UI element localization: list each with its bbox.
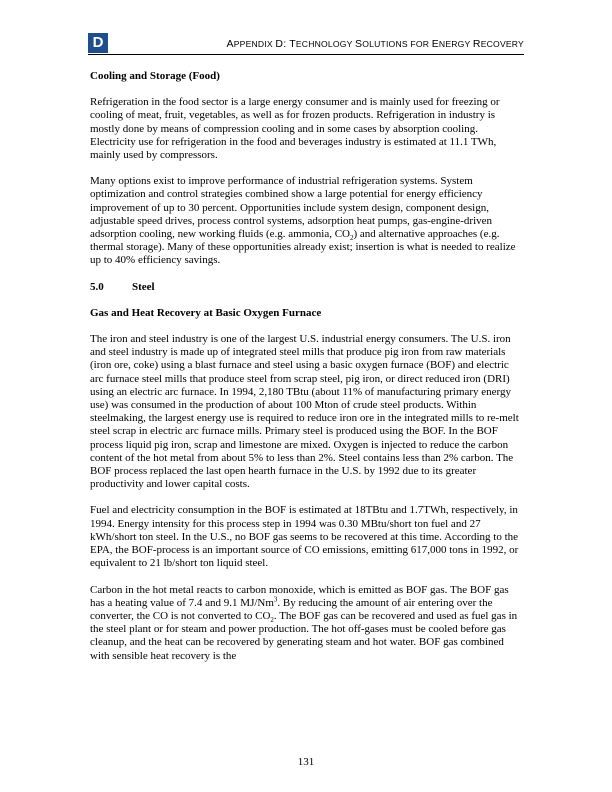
paragraph	[90, 504, 524, 570]
header-title	[226, 38, 524, 50]
header-title-part: T	[289, 38, 296, 50]
subheading	[90, 70, 524, 83]
appendix-tab: D	[88, 33, 108, 53]
text-run: Many options exist to improve performance of industrial refrigeration systems. System optimization and control strategies combined show a large potential for energy efficiency improvement of up to 30 percent. Opportunities include system design, component design, adjustable speed drives, process control systems, adsorption heat pumps, gas-engine-driven adsorption cooling, new working fluids (e.g. ammonia, CO	[90, 175, 493, 241]
page-number: 131	[297, 756, 315, 768]
text-run: Cooling and Storage (Food)	[90, 70, 220, 82]
subheading	[90, 307, 524, 320]
text-run: The iron and steel industry is one of the largest U.S. industrial energy consumers. The U.S. iron and steel industry is made up of integrated steel mills that produce pig iron from raw materials (iron ore, coke) using a blast furnace and steel using a basic oxygen furnace (BOF) and electric arc furnace steel mills that produce steel from scrap steel, pig iron, or direct reduced iron (DRI) using an electric arc furnace. In 1994, 2,180 TBtu (about 11% of manufacturing primary energy use) was consumed in the production of about 100 Mton of crude steel products. Within steelmaking, the largest energy use is required to reduce iron ore in the integrated mills to re-melt steel scrap in electric arc furnace mills. Primary steel is produced using the BOF. In the BOF process liquid pig iron, scrap and limestone are mixed. Oxygen is injected to reduce the carbon content of the hot metal from about 5% to less than 2%. Steel contains less than 2% carbon. The BOF process replaced the last open hearth furnace in the U.S. by 1992 due to its greater productivity and lower capital costs.	[90, 333, 519, 491]
text-run: Carbon in the hot metal reacts to carbon monoxide, which is emitted as BOF gas. The BOF gas has a heating value of 7.4 and 9.1 MJ/Nm	[90, 583, 509, 609]
section-title: Steel	[132, 280, 155, 293]
paragraph	[90, 96, 524, 162]
paragraph	[90, 584, 524, 663]
header-title-part: NERGY	[438, 39, 473, 49]
header-title-part: E	[431, 38, 439, 50]
superscript: 3	[273, 595, 278, 604]
section-heading	[90, 281, 524, 294]
header-title-part: R	[472, 38, 481, 50]
paragraph	[90, 333, 524, 491]
text-run: Refrigeration in the food sector is a large energy consumer and is mainly used for freezing or cooling of meat, fruit, vegetables, as well as for frozen products. Refrigeration in industry is mostly done by means of compression cooling and in some cases by absorption cooling. Electricity use for refrigeration in the food and beverages industry is estimated at 11.1 TWh, mainly used by compressors.	[90, 96, 500, 162]
header-rule	[88, 54, 524, 55]
header-title-part: A	[226, 38, 234, 50]
text-run: . The BOF gas can be recovered and used as fuel gas in the steel plant or for steam and power production. The hot off-gases must be cooled before gas cleanup, and the heat can be recovered by generating steam and hot water. BOF gas combined with sensible heat recovery is the	[90, 609, 518, 662]
running-header	[88, 33, 524, 53]
page-body	[90, 70, 524, 676]
paragraph	[90, 175, 524, 267]
text-run: Fuel and electricity consumption in the BOF is estimated at 18TBtu and 1.7TWh, respectively, in 1994. Energy intensity for this process step in 1994 was 0.30 MBtu/short ton fuel and 27 kWh/short ton steel. In the U.S., no BOF gas seems to be recovered at this time. According to the EPA, the BOF-process is an important source of CO emissions, emitting 617,000 tons in 1992, or equivalent to 21 lb/short ton liquid steel.	[90, 504, 519, 570]
header-title-part: OLUTIONS FOR	[362, 39, 432, 49]
header-title-part: S	[355, 38, 363, 50]
text-run: ) and alternative approaches (e.g. thermal storage). Many of these opportunities already exist; insertion is what is needed to realize up to 40% efficiency savings.	[90, 228, 516, 267]
header-title-part: ECHNOLOGY	[295, 39, 356, 49]
header-title-part: PPENDIX	[233, 39, 276, 49]
text-run: . By reducing the amount of air entering over the converter, the CO is not converted to CO	[90, 596, 493, 622]
header-title-part: D:	[275, 38, 290, 50]
header-title-part: ECOVERY	[480, 39, 524, 49]
subscript: 2	[350, 234, 354, 243]
text-run: Gas and Heat Recovery at Basic Oxygen Furnace	[90, 306, 322, 319]
subscript: 2	[270, 616, 274, 625]
section-number: 5.0	[90, 280, 104, 293]
